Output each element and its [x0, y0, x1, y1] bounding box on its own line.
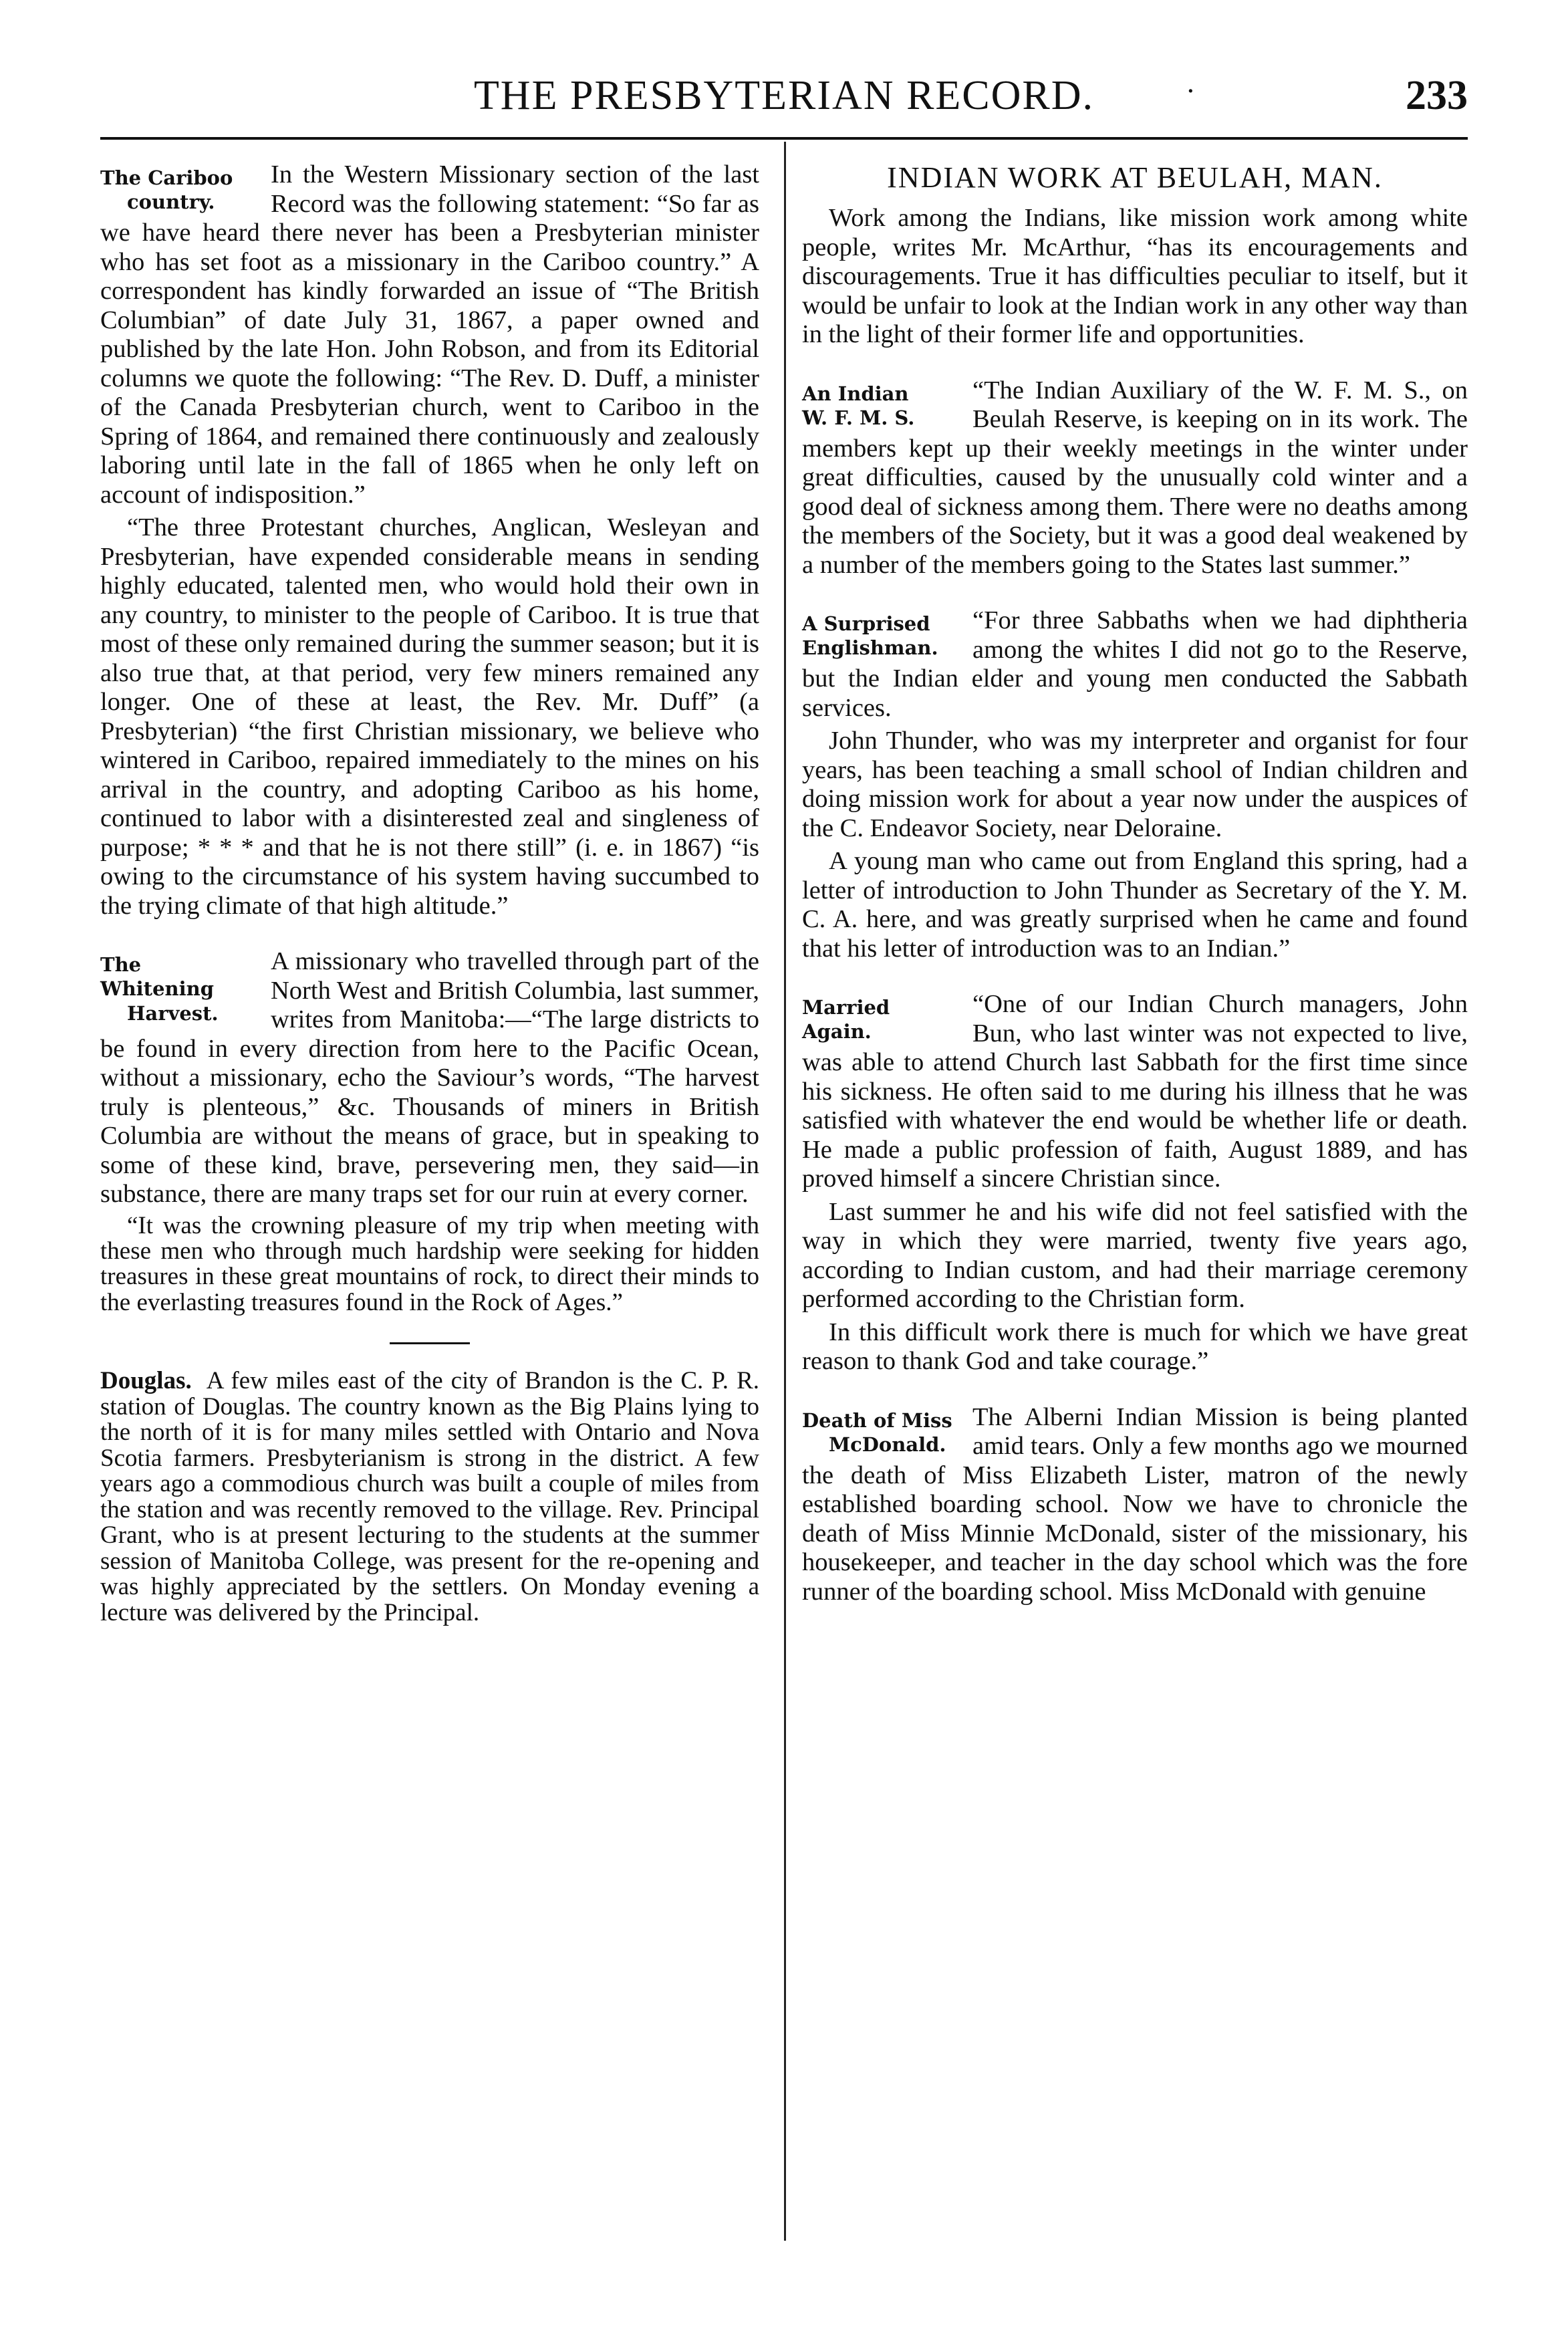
article-paragraph	[100, 1368, 759, 1626]
publication-title: THE PRESBYTERIAN RECORD.	[473, 73, 1095, 118]
side-head-englishman	[802, 606, 959, 660]
page-number: 233	[1406, 73, 1468, 118]
article-cariboo	[100, 160, 759, 920]
side-head-line: Englishman.	[802, 636, 938, 660]
column-divider	[784, 142, 786, 2241]
side-head-harvest	[100, 947, 257, 1025]
side-head-line: The Cariboo	[100, 166, 233, 189]
article-paragraph: “The Indian Auxiliary of the W. F. M. S., on Beulah Reserve, is keeping on in its work. The members kept up their weekly meetings in the winter under great difficulties, caused by the unusually cold winter and a good deal of sickness among them. There were no deaths among the members of the Society, but it was a good deal weakened by a number of the members going to the States last summer.”	[802, 376, 1468, 579]
side-head-line: Again.	[802, 1020, 872, 1043]
article-paragraph: A young man who came out from England this spring, had a letter of introduction to John Thunder as Secretary of the Y. M. C. A. here, and was greatly surprised when he came and found that his letter of introduction was to an Indian.”	[802, 847, 1468, 963]
header-rule	[100, 137, 1468, 140]
side-head-line: An Indian	[802, 382, 909, 405]
side-head-married	[802, 990, 959, 1044]
article-paragraph: “The three Protestant churches, Anglican, Wesleyan and Presbyterian, have expended considerable means in sending highly educated, talented men, who would hold their own in any country, to minister to the people of Cariboo. It is true that most of these only remained during the summer season; but it is also true that, at that period, very few miners remained any longer. One of these at least, the Rev. Mr. Duff” (a Presbyterian) “the first Christian missionary, we believe who wintered in Cariboo, repaired immediately to the mines on his arrival in the country, and adopting Cariboo as his home, continued to labor with a disinterested zeal and singleness of purpose; * * * and that he is not there still” (i. e. in 1867) “is owing to the circumstance of his system having succumbed to the trying climate of that high altitude.”	[100, 513, 759, 920]
article-paragraph: Last summer he and his wife did not feel satisfied with the way in which they were married, twenty five years ago, according to Indian custom, and had their marriage ceremony performed according to the Christian form.	[802, 1197, 1468, 1313]
side-head-line: The Whitening	[100, 953, 214, 1001]
article-paragraph: “It was the crowning pleasure of my trip when meeting with these men who through much hardship were seeking for hidden treasures in these great mountains of rock, to direct their minds to the everlasting treasures found in the Rock of Ages.”	[100, 1211, 759, 1316]
side-head-line: country.	[127, 191, 215, 214]
left-column	[100, 160, 759, 1652]
article-paragraph: The Alberni Indian Mission is being planted amid tears. Only a few months ago we mourned the death of Miss Elizabeth Lister, matron of the newly established boarding school. Now we have to chronicle the death of Miss Minnie McDonald, sister of the missionary, his housekeeper, and teacher in the day school which was the fore runner of the boarding school. Miss McDonald with genuine	[802, 1402, 1468, 1606]
article-indian-wfms	[802, 376, 1468, 580]
article-death-mcdonald	[802, 1403, 1468, 1607]
side-head-mcdonald	[802, 1403, 959, 1457]
section-title: INDIAN WORK AT BEULAH, MAN.	[887, 161, 1383, 194]
article-married-again	[802, 990, 1468, 1376]
side-head-line: W. F. M. S.	[802, 406, 915, 429]
section-divider	[390, 1342, 470, 1344]
article-intro	[802, 204, 1468, 350]
article-paragraph: John Thunder, who was my interpreter and organist for four years, has been teaching a small school of Indian children and doing mission work for about a year now under the auspices of the C. Endeavor Society, near Deloraine.	[802, 727, 1468, 842]
lead-in: Douglas.	[100, 1367, 192, 1395]
side-head-line: Married	[802, 996, 890, 1019]
article-douglas	[100, 1368, 759, 1626]
side-head-line: McDonald.	[829, 1433, 946, 1456]
article-whitening-harvest	[100, 947, 759, 1316]
side-head-cariboo	[100, 160, 257, 215]
article-surprised-englishman	[802, 606, 1468, 963]
article-paragraph: “One of our Indian Church managers, John Bun, who last winter was not expected to live, was able to attend Church last Sabbath for the first time since his sickness. He often said to me during his illness that he was satisfied with whatever the end would be whether life or death. He made a public profession of faith, August 1889, and has proved himself a sincere Christian since.	[802, 990, 1468, 1193]
article-paragraph: In the Western Missionary section of the last Record was the following statement: “So far as we have heard there never has been a Presbyterian minister who has set foot as a missionary in the Cariboo country.” A correspondent has kindly forwarded an issue of “The British Columbian” of date July 31, 1867, a paper owned and published by the late Hon. John Robson, and from its Editorial columns we quote the following: “The Rev. D. Duff, a minister of the Canada Presbyterian church, went to Cariboo in the Spring of 1864, and remained there continuously and zealously laboring until late in the fall of 1865 when he only left on account of indisposition.”	[100, 160, 759, 509]
side-head-line: A Surprised	[802, 612, 930, 635]
side-head-line: Harvest.	[127, 1001, 219, 1025]
article-paragraph: A missionary who travelled through part of the North West and British Columbia, last summer, writes from Manitoba:—“The large districts to be found in every direction from here to the Pacific Ocean, without a missionary, echo the Saviour’s words, “The harvest truly is plenteous,” &c. Thousands of miners in British Columbia are without the means of grace, but in speaking to some of these kind, brave, persevering men, they said—in substance, there are many traps set for our ruin at every corner.	[100, 947, 759, 1208]
header-mark: ·	[1186, 76, 1195, 107]
side-head-line: Death of Miss	[802, 1408, 952, 1432]
article-paragraph: In this difficult work there is much for which we have great reason to thank God and take courage.”	[802, 1318, 1468, 1375]
page-header	[100, 72, 1468, 132]
right-column	[802, 160, 1468, 1633]
article-text: A few miles east of the city of Brandon is the C. P. R. station of Douglas. The country known as the Big Plains lying to the north of it is for many miles settled with Ontario and Nova Scotia farmers. Presbyterianism is strong in the district. A few years ago a commodious church was built a couple of miles from the station and was recently removed to the village. Rev. Principal Grant, who is at present lecturing to the students at the summer session of Manitoba College, was present for the re-opening and was highly appreciated by the settlers. On Monday evening a lecture was delivered by the Principal.	[100, 1367, 759, 1626]
article-paragraph: Work among the Indians, like mission work among white people, writes Mr. McArthur, “has its encouragements and discouragements. True it has difficulties peculiar to itself, but it would be unfair to look at the Indian work in any other way than in the light of their former life and opportunities.	[802, 204, 1468, 348]
side-head-wfms	[802, 376, 959, 430]
article-paragraph: “For three Sabbaths when we had diphtheria among the whites I did not go to the Reserve, but the Indian elder and young men conducted the Sabbath services.	[802, 606, 1468, 722]
